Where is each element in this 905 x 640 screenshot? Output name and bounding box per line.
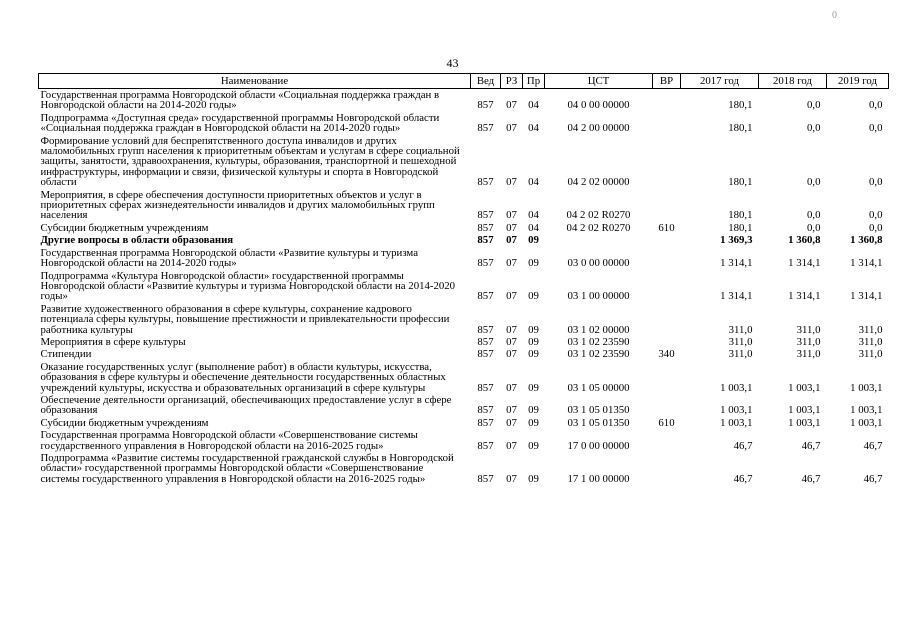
cell-rz: 07 (506, 122, 517, 135)
table-row (39, 112, 889, 135)
cell-2019: 0,0 (869, 209, 883, 222)
cell-pr: 04 (528, 122, 539, 135)
cell-cst (545, 234, 653, 246)
cell-cst: 03 1 05 01350 (567, 404, 630, 417)
header-2019: 2019 год (827, 74, 889, 89)
cell-ved: 857 (477, 257, 494, 270)
cell-rz: 07 (506, 221, 517, 234)
cell-2018: 1 360,8 (788, 234, 821, 247)
table-row (39, 303, 889, 336)
cell-2019: 1 003,1 (850, 416, 883, 429)
cell-2019: 46,7 (863, 439, 883, 452)
cell-2017: 1 003,1 (720, 404, 753, 417)
cell-ved: 857 (477, 472, 494, 485)
cell-pr: 04 (528, 176, 539, 189)
cell-name: Субсидии бюджетным учреждениям (40, 416, 209, 429)
cell-2017: 180,1 (728, 176, 753, 189)
cell-2019: 1 360,8 (850, 234, 883, 247)
cell-rz: 07 (506, 323, 517, 336)
cell-pr: 09 (528, 323, 539, 336)
table-row (39, 222, 889, 234)
cell-2018: 0,0 (807, 221, 821, 234)
table-row (39, 336, 889, 348)
cell-cst: 04 2 02 R0270 (566, 209, 631, 222)
cell-pr: 09 (528, 439, 539, 452)
cell-ved: 857 (477, 209, 494, 222)
cell-2017: 1 003,1 (720, 416, 753, 429)
cell-name: Государственная программа Новгородской области «Социальная поддержка граждан в Новгородской области на 2014-2020 годы» (40, 89, 440, 112)
cell-vr (653, 89, 681, 112)
cell-rz: 07 (506, 472, 517, 485)
cell-ved: 857 (477, 176, 494, 189)
cell-2019: 1 003,1 (850, 404, 883, 417)
cell-name: Государственная программа Новгородской области «Развитие культуры и туризма Новгородской области на 2014-2020 годы» (40, 246, 418, 270)
cell-ved: 857 (477, 221, 494, 234)
cell-2018: 0,0 (807, 209, 821, 222)
cell-2019: 1 003,1 (850, 381, 883, 394)
cell-ved: 857 (477, 439, 494, 452)
cell-rz: 07 (506, 176, 517, 189)
cell-vr (653, 394, 681, 417)
cell-rz: 07 (506, 234, 517, 247)
cell-2018: 46,7 (801, 472, 821, 485)
cell-vr (653, 112, 681, 135)
cell-2019: 46,7 (863, 472, 883, 485)
header-cst: ЦСТ (545, 74, 653, 89)
cell-2018: 0,0 (807, 176, 821, 189)
cell-2017: 46,7 (733, 439, 753, 452)
cell-2017: 311,0 (728, 335, 753, 348)
cell-rz: 07 (506, 348, 517, 361)
cell-cst: 17 0 00 00000 (567, 439, 630, 452)
cell-vr: 340 (658, 348, 675, 361)
cell-2017: 180,1 (728, 209, 753, 222)
cell-pr: 09 (528, 290, 539, 303)
cell-rz: 07 (506, 439, 517, 452)
table-row (39, 89, 889, 112)
cell-rz: 07 (506, 290, 517, 303)
table-row (39, 348, 889, 360)
cell-cst: 03 0 00 00000 (567, 257, 630, 270)
cell-pr: 04 (528, 99, 539, 112)
cell-vr (653, 429, 681, 452)
cell-cst: 03 1 02 23590 (567, 348, 630, 361)
table-row (39, 417, 889, 429)
header-rz: РЗ (501, 74, 523, 89)
cell-ved: 857 (477, 122, 494, 135)
cell-2018: 311,0 (796, 348, 821, 361)
cell-pr: 09 (528, 257, 539, 270)
cell-vr (653, 247, 681, 270)
cell-pr: 09 (528, 335, 539, 348)
cell-2017: 180,1 (728, 99, 753, 112)
table-body (39, 89, 889, 486)
table-row (39, 270, 889, 303)
cell-rz: 07 (506, 416, 517, 429)
cell-pr: 09 (528, 416, 539, 429)
cell-pr: 09 (528, 381, 539, 394)
cell-pr: 04 (528, 221, 539, 234)
corner-mark: 0 (832, 10, 837, 21)
cell-name: Мероприятия, в сфере обеспечения доступности приоритетных объектов и услуг в приоритетных сферах жизнедеятельности инвалидов и других маломобильных групп населения (40, 188, 435, 222)
cell-ved: 857 (477, 290, 494, 303)
cell-rz: 07 (506, 209, 517, 222)
cell-rz: 07 (506, 381, 517, 394)
cell-2019: 1 314,1 (850, 290, 883, 303)
cell-rz: 07 (506, 99, 517, 112)
header-ved: Вед (471, 74, 501, 89)
cell-vr (653, 270, 681, 303)
cell-2018: 1 314,1 (788, 290, 821, 303)
budget-table (38, 73, 889, 485)
header-2018: 2018 год (759, 74, 827, 89)
cell-name: Обеспечение деятельности организаций, обеспечивающих предоставление услуг в сфере образования (40, 393, 452, 417)
cell-name: Другие вопросы в области образования (40, 234, 234, 247)
table-row (39, 135, 889, 189)
cell-rz: 07 (506, 335, 517, 348)
cell-cst: 04 2 02 R0270 (566, 221, 631, 234)
cell-name: Государственная программа Новгородской области «Совершенствование системы государственного управления в Новгородской области на 2016-2025 годы» (40, 429, 418, 452)
cell-cst: 03 1 05 00000 (567, 381, 630, 394)
cell-2017: 1 314,1 (720, 257, 753, 270)
cell-vr: 610 (658, 416, 675, 429)
cell-2017: 46,7 (733, 472, 753, 485)
cell-ved: 857 (477, 348, 494, 361)
header-pr: Пр (523, 74, 545, 89)
cell-name: Подпрограмма «Доступная среда» государственной программы Новгородской области «Социальная поддержка граждан в Новгородской области на 2014-2020 годы» (40, 111, 440, 135)
cell-ved: 857 (477, 416, 494, 429)
cell-2018: 1 003,1 (788, 381, 821, 394)
cell-2018: 0,0 (807, 122, 821, 135)
header-name: Наименование (39, 74, 471, 89)
table-row (39, 234, 889, 246)
cell-pr: 09 (528, 348, 539, 361)
cell-vr: 610 (658, 221, 675, 234)
cell-2018: 0,0 (807, 99, 821, 112)
cell-pr: 09 (528, 472, 539, 485)
cell-2018: 46,7 (801, 439, 821, 452)
cell-pr: 09 (528, 234, 539, 247)
cell-2019: 0,0 (869, 221, 883, 234)
cell-vr (653, 234, 681, 246)
table-row (39, 429, 889, 452)
cell-cst: 03 1 02 23590 (567, 335, 630, 348)
cell-2019: 0,0 (869, 122, 883, 135)
cell-ved: 857 (477, 99, 494, 112)
cell-2018: 311,0 (796, 335, 821, 348)
cell-cst: 04 0 00 00000 (567, 99, 630, 112)
cell-2017: 1 314,1 (720, 290, 753, 303)
table-row (39, 361, 889, 394)
cell-pr: 09 (528, 404, 539, 417)
header-vr: ВР (653, 74, 681, 89)
table-row (39, 247, 889, 270)
cell-rz: 07 (506, 404, 517, 417)
cell-2017: 311,0 (728, 323, 753, 336)
cell-ved: 857 (477, 335, 494, 348)
table-row (39, 394, 889, 417)
cell-vr (653, 189, 681, 222)
cell-2019: 311,0 (858, 335, 883, 348)
cell-name: Мероприятия в сфере культуры (40, 335, 186, 348)
cell-2017: 311,0 (728, 348, 753, 361)
cell-name: Стипендии (40, 348, 92, 361)
cell-cst: 04 2 00 00000 (567, 122, 630, 135)
page-number: 43 (446, 56, 459, 70)
cell-cst: 03 1 02 00000 (567, 323, 630, 336)
cell-vr (653, 361, 681, 394)
cell-rz: 07 (506, 257, 517, 270)
cell-name: Субсидии бюджетным учреждениям (40, 221, 209, 234)
cell-2018: 1 314,1 (788, 257, 821, 270)
cell-name: Подпрограмма «Развитие системы государственной гражданской службы в Новгородской области» государственной программы Новгородской области «Совершенствование системы государственного управления в Новгородской области на 2016-2025 годы» (40, 452, 454, 485)
cell-name: Подпрограмма «Культура Новгородской области» государственной программы Новгородской области «Развитие культуры и туризма Новгородской области на 2014-2020 годы» (40, 269, 456, 303)
cell-2018: 311,0 (796, 323, 821, 336)
cell-ved: 857 (477, 381, 494, 394)
cell-2017: 1 003,1 (720, 381, 753, 394)
cell-vr (653, 452, 681, 485)
cell-cst: 04 2 02 00000 (567, 176, 630, 189)
table-row (39, 452, 889, 485)
cell-2018: 1 003,1 (788, 416, 821, 429)
cell-2019: 311,0 (858, 348, 883, 361)
table-row (39, 189, 889, 222)
cell-cst: 17 1 00 00000 (567, 472, 630, 485)
cell-name: Оказание государственных услуг (выполнение работ) в области культуры, искусства, образования в сфере культуры и обеспечение деятельности государственных областных учреждений культуры, искусства и образовательных организаций в сфере культуры (40, 360, 446, 394)
cell-pr: 04 (528, 209, 539, 222)
cell-2019: 311,0 (858, 323, 883, 336)
header-2017: 2017 год (681, 74, 759, 89)
cell-vr (653, 135, 681, 189)
table-header-row (39, 74, 889, 89)
cell-cst: 03 1 00 00000 (567, 290, 630, 303)
cell-2019: 1 314,1 (850, 257, 883, 270)
cell-vr (653, 303, 681, 336)
cell-2017: 180,1 (728, 221, 753, 234)
cell-ved: 857 (477, 404, 494, 417)
cell-2017: 180,1 (728, 122, 753, 135)
cell-2017: 1 369,3 (720, 234, 753, 247)
cell-name: Развитие художественного образования в сфере культуры, сохранение кадрового потенциала сферы культуры, повышение престижности и привлекательности профессии работника культуры (40, 302, 450, 336)
cell-name: Формирование условий для беспрепятственного доступа инвалидов и других маломобильных групп населения к приоритетным объектам и услугам в сфере социальной защиты, занятости, здравоохранения, культуры, образования, транспортной и пешеходной инфраструктуры, информации и связи, физической культуры и спорта в Новгородской области (40, 134, 460, 189)
cell-2019: 0,0 (869, 99, 883, 112)
cell-ved: 857 (477, 234, 494, 247)
cell-cst: 03 1 05 01350 (567, 416, 630, 429)
cell-vr (653, 336, 681, 348)
cell-ved: 857 (477, 323, 494, 336)
cell-2018: 1 003,1 (788, 404, 821, 417)
cell-2019: 0,0 (869, 176, 883, 189)
